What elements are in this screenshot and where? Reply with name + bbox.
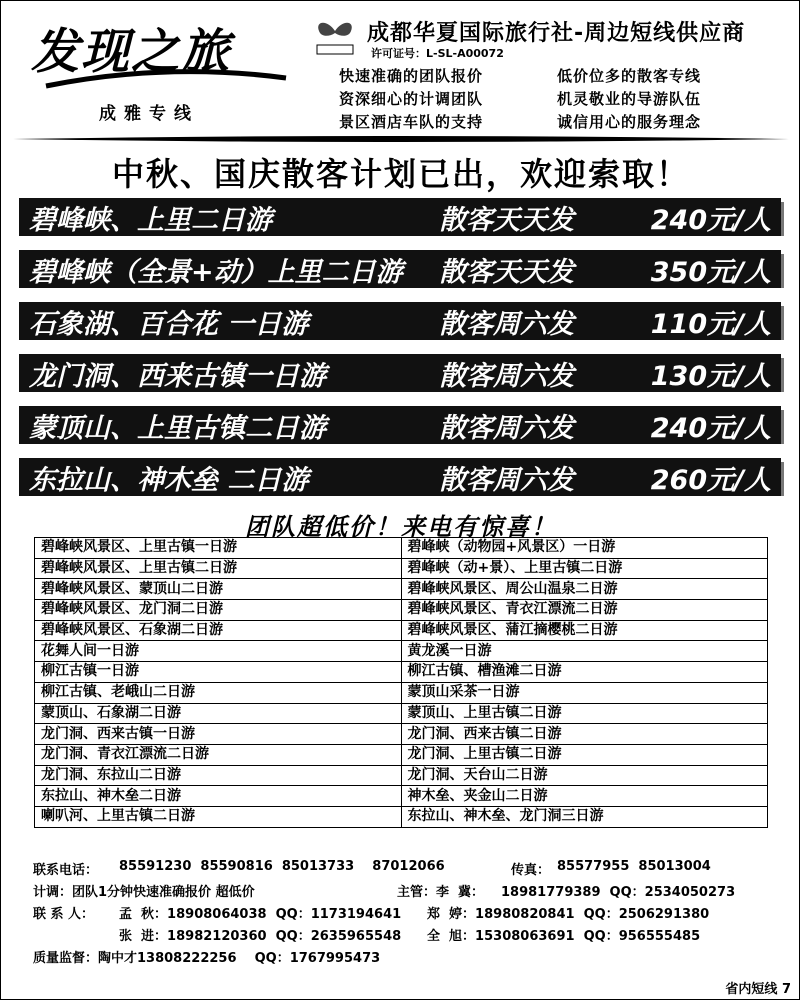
trip-schedule: 散客周六发 xyxy=(439,464,574,496)
trip-bar xyxy=(19,198,781,236)
table-row xyxy=(35,579,768,600)
trip-bar xyxy=(19,250,781,288)
logo-subtitle: 成雅专线 xyxy=(99,104,199,124)
route-cell: 碧峰峡（动+景）、上里古镇二日游 xyxy=(401,558,768,579)
manager-phone: 18981779389 QQ：2534050273 xyxy=(501,885,736,900)
route-cell: 蒙顶山、上里古镇二日游 xyxy=(401,703,768,724)
trip-name: 蒙顶山、上里古镇二日游 xyxy=(29,412,326,444)
route-cell: 柳江古镇、槽渔滩二日游 xyxy=(401,662,768,683)
trip-name: 碧峰峡（全景+动）上里二日游 xyxy=(29,256,403,288)
trip-schedule: 散客天天发 xyxy=(439,204,574,236)
trip-price: 240元/人 xyxy=(650,204,771,236)
table-row xyxy=(35,786,768,807)
trip-schedule: 散客周六发 xyxy=(439,308,574,340)
trip-list xyxy=(19,198,781,510)
feature-item: 机灵敬业的导游队伍 xyxy=(557,90,702,108)
feature-item: 资深细心的计调团队 xyxy=(339,90,484,108)
route-cell: 碧峰峡风景区、蒙顶山二日游 xyxy=(35,579,402,600)
route-cell: 龙门洞、天台山二日游 xyxy=(401,765,768,786)
table-row xyxy=(35,806,768,827)
company-name: 成都华夏国际旅行社-周边短线供应商 xyxy=(367,21,746,46)
feature-item: 诚信用心的服务理念 xyxy=(557,113,702,131)
table-row xyxy=(35,620,768,641)
contact-person: 孟 秋：18908064038 QQ：1173194641 xyxy=(119,907,402,922)
route-cell: 喇叭河、上里古镇二日游 xyxy=(35,806,402,827)
trip-schedule: 散客周六发 xyxy=(439,360,574,392)
route-cell: 黄龙溪一日游 xyxy=(401,641,768,662)
route-cell: 神木垒、夹金山二日游 xyxy=(401,786,768,807)
contact-row-persons-1 xyxy=(33,903,793,925)
logo-swoosh-graphic xyxy=(41,66,291,90)
trip-schedule: 散客天天发 xyxy=(439,256,574,288)
feature-item: 景区酒店车队的支持 xyxy=(339,113,484,131)
route-cell: 花舞人间一日游 xyxy=(35,641,402,662)
header-divider xyxy=(13,135,789,143)
route-cell: 龙门洞、西来古镇一日游 xyxy=(35,724,402,745)
trip-schedule: 散客周六发 xyxy=(439,412,574,444)
table-row xyxy=(35,724,768,745)
route-cell: 龙门洞、青衣江漂流二日游 xyxy=(35,744,402,765)
route-cell: 蒙顶山采茶一日游 xyxy=(401,682,768,703)
phone-label: 联系电话： xyxy=(33,863,99,878)
trip-name: 龙门洞、西来古镇一日游 xyxy=(29,360,326,392)
trip-price: 130元/人 xyxy=(650,360,771,392)
table-row xyxy=(35,703,768,724)
route-cell: 碧峰峡风景区、上里古镇二日游 xyxy=(35,558,402,579)
logo-text: 发现之旅 xyxy=(31,24,232,80)
group-headline: 团队超低价！来电有惊喜！ xyxy=(245,513,557,541)
trip-price: 240元/人 xyxy=(650,412,771,444)
table-row xyxy=(35,682,768,703)
route-cell: 柳江古镇、老峨山二日游 xyxy=(35,682,402,703)
quality-supervision: 质量监督：陶中才13808222256 QQ：1767995473 xyxy=(33,951,381,966)
route-cell: 柳江古镇一日游 xyxy=(35,662,402,683)
promo-headline: 中秋、国庆散客计划已出，欢迎索取！ xyxy=(111,155,690,193)
trip-price: 260元/人 xyxy=(650,464,771,496)
route-cell: 龙门洞、上里古镇二日游 xyxy=(401,744,768,765)
trip-name: 石象湖、百合花 一日游 xyxy=(29,308,309,340)
contact-row-persons-2 xyxy=(33,925,793,947)
trip-bar xyxy=(19,354,781,392)
planning-note: 计调：团队1分钟快速准确报价 超低价 xyxy=(33,885,255,900)
license-number: 许可证号：L-SL-A00072 xyxy=(371,47,504,60)
table-row xyxy=(35,744,768,765)
route-cell: 东拉山、神木垒、龙门洞三日游 xyxy=(401,806,768,827)
route-cell: 碧峰峡风景区、青衣江漂流二日游 xyxy=(401,600,768,621)
fax-numbers: 85577955 85013004 xyxy=(557,859,711,874)
trip-name: 碧峰峡、上里二日游 xyxy=(29,204,272,236)
table-row xyxy=(35,558,768,579)
table-row xyxy=(35,538,768,559)
trip-name: 东拉山、神木垒 二日游 xyxy=(29,464,309,496)
service-features xyxy=(339,65,779,132)
route-cell: 东拉山、神木垒二日游 xyxy=(35,786,402,807)
table-row xyxy=(35,765,768,786)
contact-person: 张 进：18982120360 QQ：2635965548 xyxy=(119,929,402,944)
trip-bar xyxy=(19,302,781,340)
contact-info xyxy=(33,859,793,969)
route-cell: 碧峰峡（动物园+风景区）一日游 xyxy=(401,538,768,559)
route-cell: 碧峰峡风景区、蒲江摘樱桃二日游 xyxy=(401,620,768,641)
contact-row-quality xyxy=(33,947,793,969)
trip-bar xyxy=(19,406,781,444)
butterfly-logo-icon xyxy=(313,17,357,57)
contact-row-planning xyxy=(33,881,793,903)
table-row xyxy=(35,641,768,662)
route-cell: 蒙顶山、石象湖二日游 xyxy=(35,703,402,724)
manager-label: 主管：李 冀： xyxy=(397,885,485,900)
contact-person: 全 旭：15308063691 QQ：956555485 xyxy=(427,929,701,944)
feature-item: 快速准确的团队报价 xyxy=(339,67,484,85)
route-cell: 龙门洞、西来古镇二日游 xyxy=(401,724,768,745)
page-section-tag: 省内短线 7 xyxy=(725,982,791,997)
fax-label: 传真： xyxy=(511,863,551,878)
table-row xyxy=(35,600,768,621)
contacts-label: 联 系 人： xyxy=(33,907,95,922)
route-cell: 碧峰峡风景区、龙门洞二日游 xyxy=(35,600,402,621)
route-table xyxy=(34,537,768,828)
table-row xyxy=(35,662,768,683)
trip-price: 110元/人 xyxy=(650,308,771,340)
contact-row-phones xyxy=(33,859,793,881)
route-cell: 碧峰峡风景区、周公山温泉二日游 xyxy=(401,579,768,600)
contact-person: 郑 婷：18980820841 QQ：2506291380 xyxy=(427,907,710,922)
route-cell: 碧峰峡风景区、石象湖二日游 xyxy=(35,620,402,641)
trip-price: 350元/人 xyxy=(650,256,771,288)
route-cell: 碧峰峡风景区、上里古镇一日游 xyxy=(35,538,402,559)
phone-numbers: 85591230 85590816 85013733 87012066 xyxy=(119,859,445,874)
trip-bar xyxy=(19,458,781,496)
route-cell: 龙门洞、东拉山二日游 xyxy=(35,765,402,786)
feature-item: 低价位多的散客专线 xyxy=(557,67,702,85)
